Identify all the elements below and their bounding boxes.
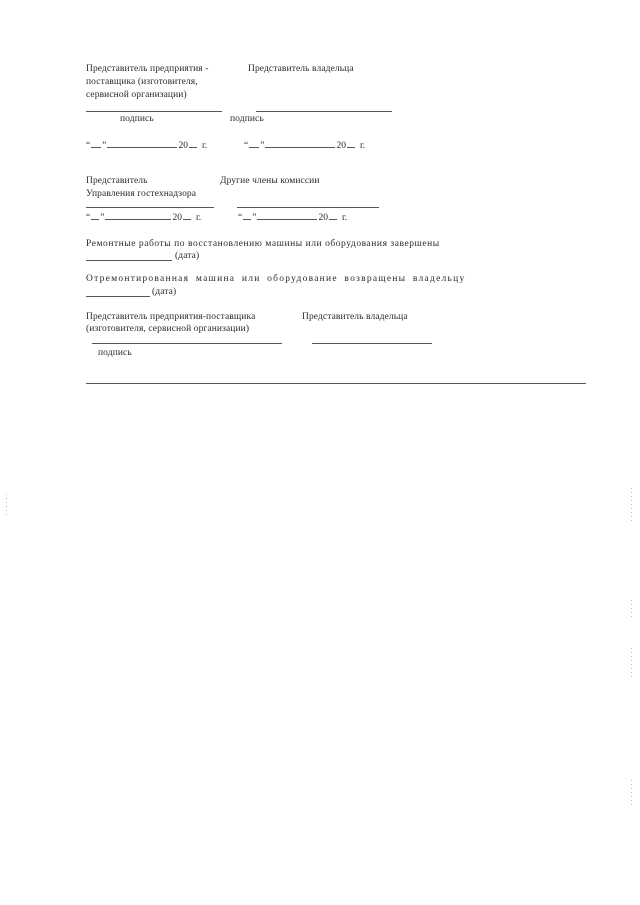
bottom-separator-line <box>86 383 586 384</box>
inspector-label-line-1: Представитель <box>86 176 148 186</box>
returned-date-caption: (дата) <box>152 287 177 297</box>
supplier-representative-line-2: поставщика (изготовителя, <box>86 77 198 87</box>
date-field-members: “ ” 20 г. <box>238 213 348 223</box>
supplier-representative-b3-line-1: Представитель предприятия-поставщика <box>86 312 256 322</box>
repair-completed-text: Ремонтные работы по восстановлению машины или оборудования завершены <box>86 239 440 249</box>
inspector-signature-line <box>86 207 214 208</box>
repair-date-line <box>86 260 172 261</box>
date-field-right: “ ” 20 г. <box>244 141 366 151</box>
scan-artifact-right-2 <box>631 600 632 620</box>
scan-artifact-right-1 <box>631 488 632 522</box>
members-signature-line <box>237 207 379 208</box>
signature-caption-b3: подпись <box>98 348 132 358</box>
signature-caption-right: подпись <box>230 114 264 124</box>
supplier-signature-line-b3 <box>92 343 282 344</box>
inspector-label-line-2: Управления гостехнадзора <box>86 189 197 199</box>
returned-to-owner-text: Отремонтированная машина или оборудование возвращены владельцу <box>86 274 466 284</box>
supplier-representative-b3-line-2: (изготовителя, сервисной организации) <box>86 324 250 334</box>
returned-date-line <box>86 296 150 297</box>
scan-artifact-right-3 <box>631 648 632 678</box>
repair-date-caption: (дата) <box>175 251 200 261</box>
scan-artifact-left <box>6 494 7 518</box>
commission-members-label: Другие члены комиссии <box>220 176 320 186</box>
scan-artifact-right-4 <box>631 780 632 806</box>
signature-caption-left: подпись <box>120 114 154 124</box>
owner-representative-label: Представитель владельца <box>248 64 354 74</box>
owner-signature-line-b3 <box>312 343 432 344</box>
supplier-representative-line-1: Представитель предприятия - <box>86 64 209 74</box>
owner-representative-b3-label: Представитель владельца <box>302 312 408 322</box>
supplier-signature-line <box>86 111 222 112</box>
date-field-left: “ ” 20 г. <box>86 141 208 151</box>
owner-signature-line <box>256 111 392 112</box>
date-field-inspector: “ ” 20 г. <box>86 213 202 223</box>
supplier-representative-line-3: сервисной организации) <box>86 90 187 100</box>
